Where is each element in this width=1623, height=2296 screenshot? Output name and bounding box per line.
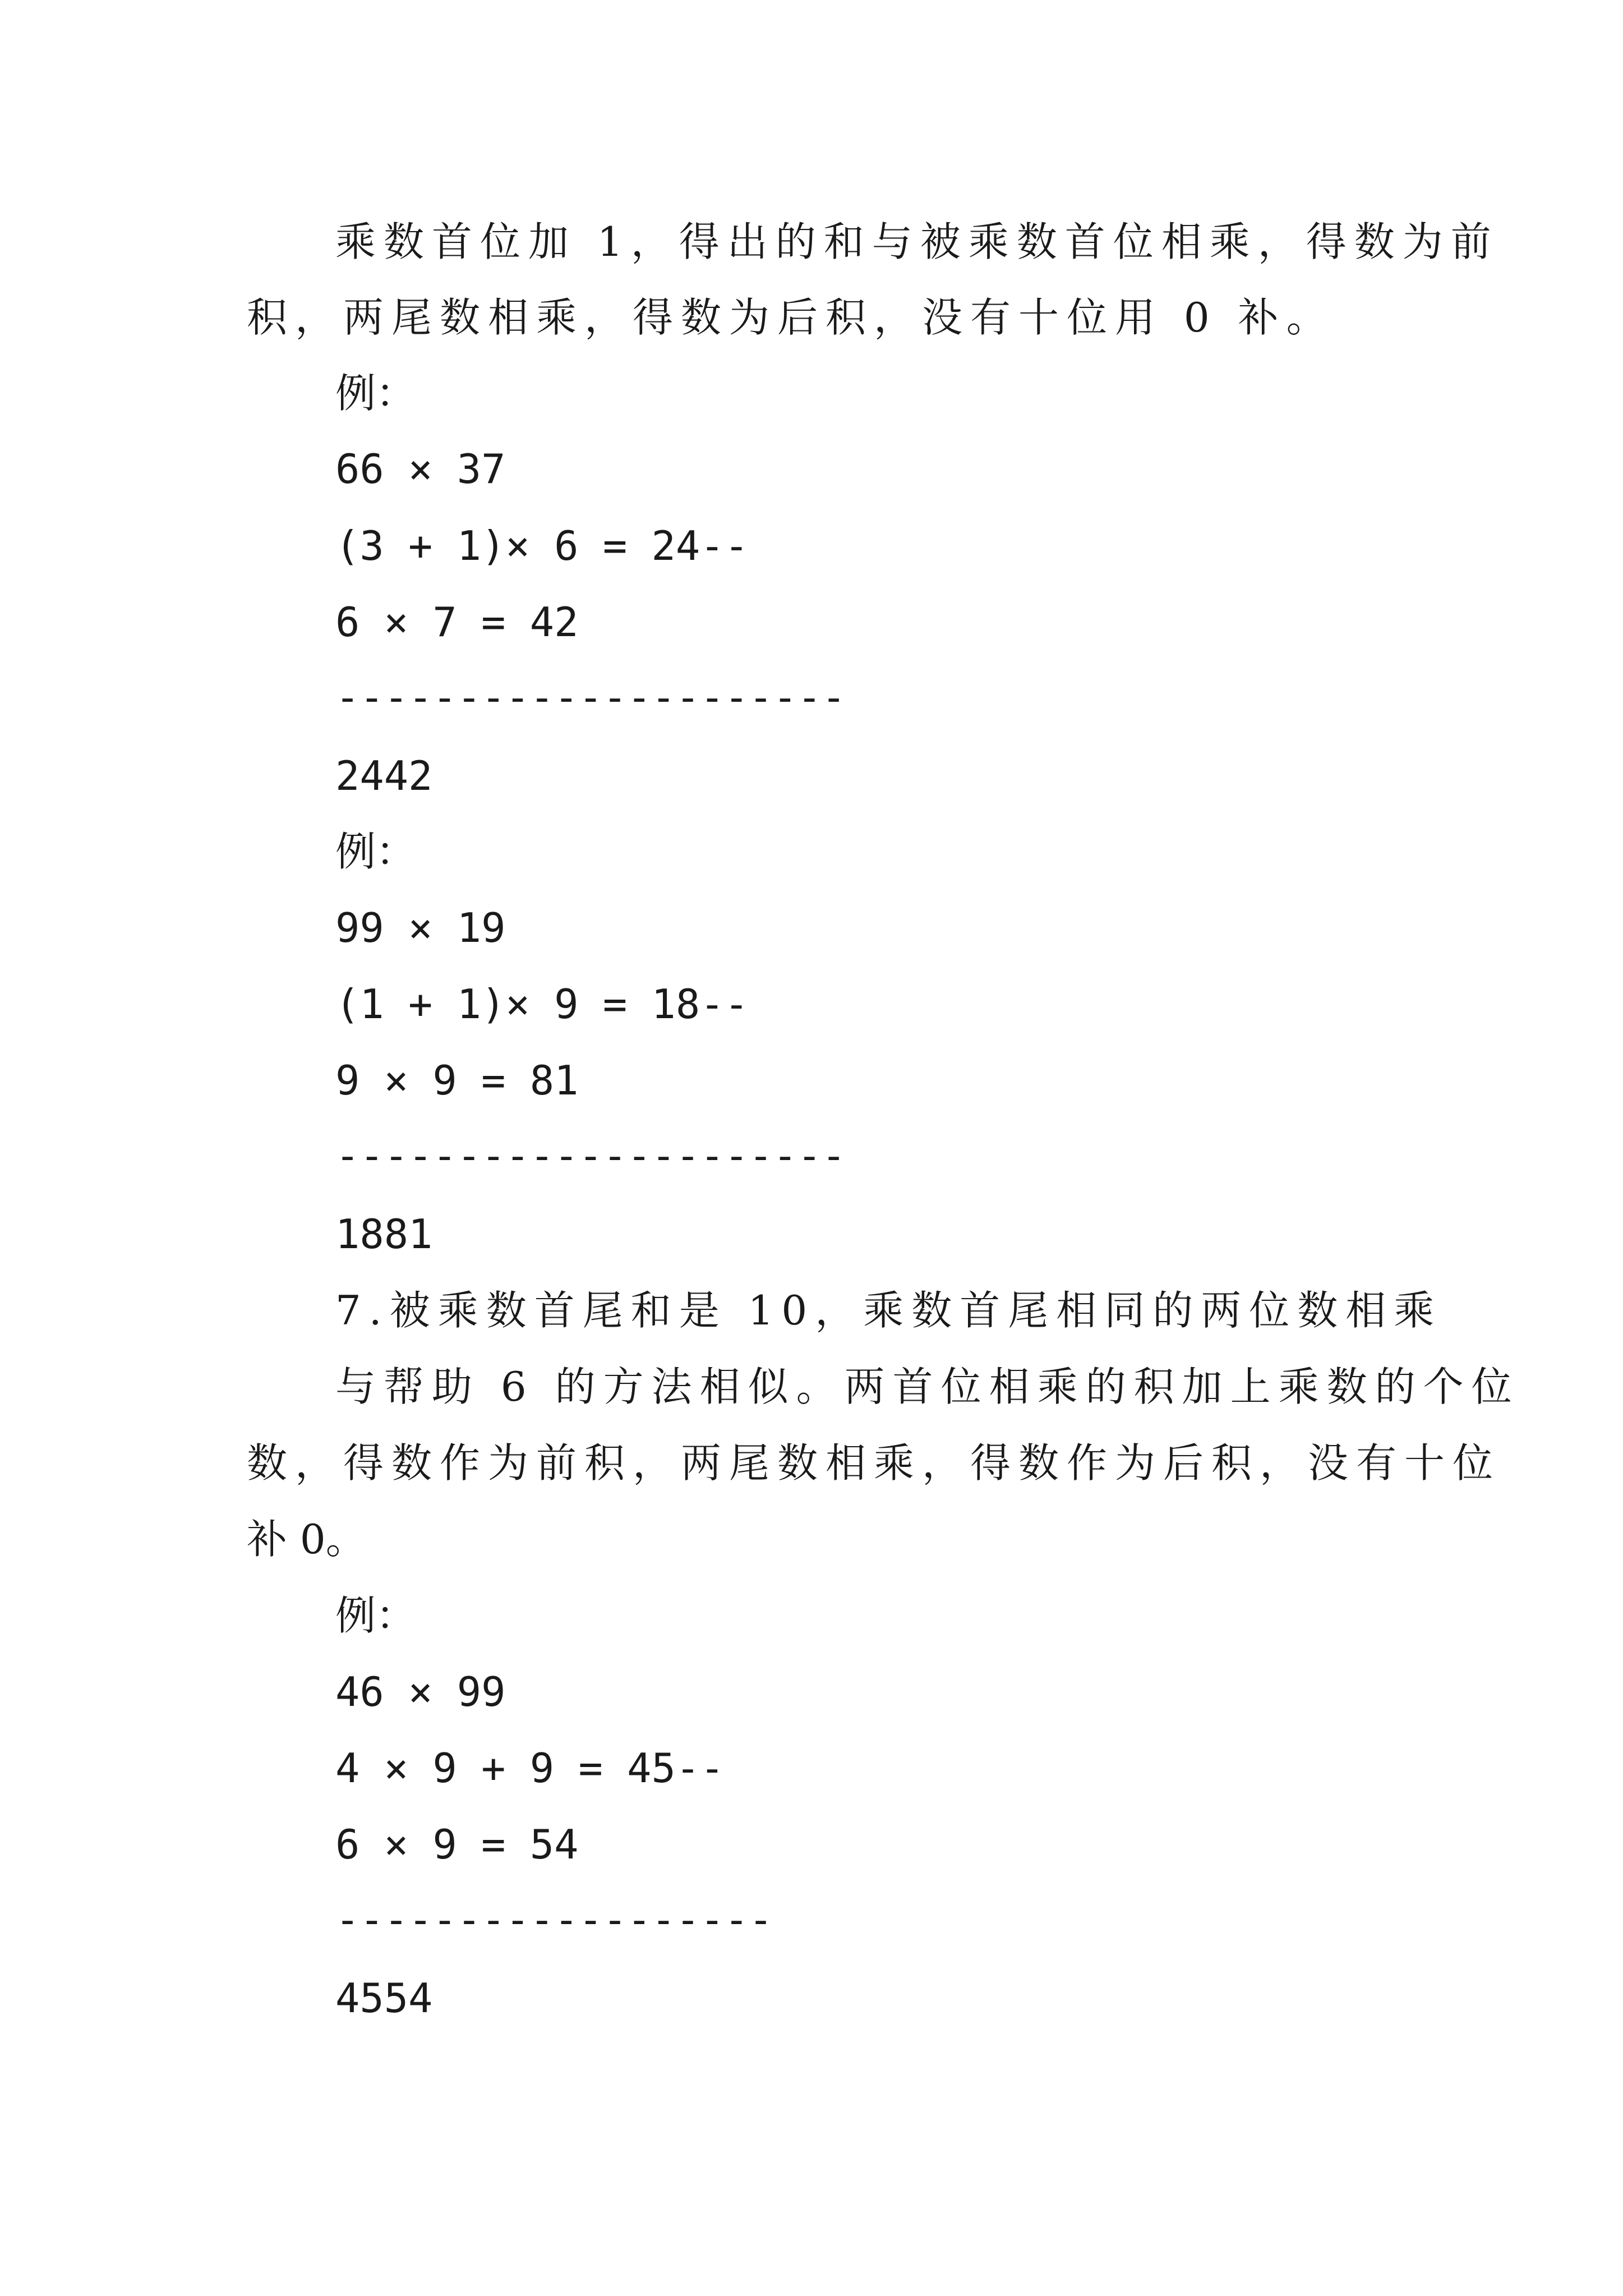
- result-line: 2442: [335, 752, 433, 799]
- paragraph-line: 积，两尾数相乘，得数为后积，没有十位用 0 补。: [247, 294, 1335, 341]
- expression-line: 9 × 9 = 81: [335, 1057, 579, 1104]
- divider-line: ---------------------: [335, 674, 846, 721]
- section-heading: 7.被乘数首尾和是 10，乘数首尾相同的两位数相乘: [335, 1287, 1442, 1334]
- result-line: 4554: [335, 1975, 433, 2022]
- paragraph-line: 补 0。: [247, 1516, 366, 1563]
- expression-line: 6 × 7 = 42: [335, 599, 579, 646]
- expression-line: 99 × 19: [335, 904, 506, 951]
- divider-line: ------------------: [335, 1896, 773, 1943]
- example-label: 例：: [335, 370, 417, 417]
- expression-line: 66 × 37: [335, 445, 506, 493]
- expression-line: 46 × 99: [335, 1668, 506, 1715]
- expression-line: 4 × 9 + 9 = 45--: [335, 1745, 725, 1792]
- paragraph-line: 与帮助 6 的方法相似。两首位相乘的积加上乘数的个位: [335, 1363, 1520, 1410]
- expression-line: (1 + 1)× 9 = 18--: [335, 981, 749, 1028]
- result-line: 1881: [335, 1211, 433, 1258]
- paragraph-line: 数，得数作为前积，两尾数相乘，得数作为后积，没有十位: [247, 1439, 1501, 1487]
- expression-line: (3 + 1)× 6 = 24--: [335, 522, 749, 569]
- paragraph-line: 乘数首位加 1，得出的和与被乘数首位相乘，得数为前: [335, 218, 1499, 265]
- expression-line: 6 × 9 = 54: [335, 1821, 579, 1868]
- example-label: 例：: [335, 1592, 417, 1639]
- example-label: 例：: [335, 828, 417, 875]
- divider-line: ---------------------: [335, 1132, 846, 1179]
